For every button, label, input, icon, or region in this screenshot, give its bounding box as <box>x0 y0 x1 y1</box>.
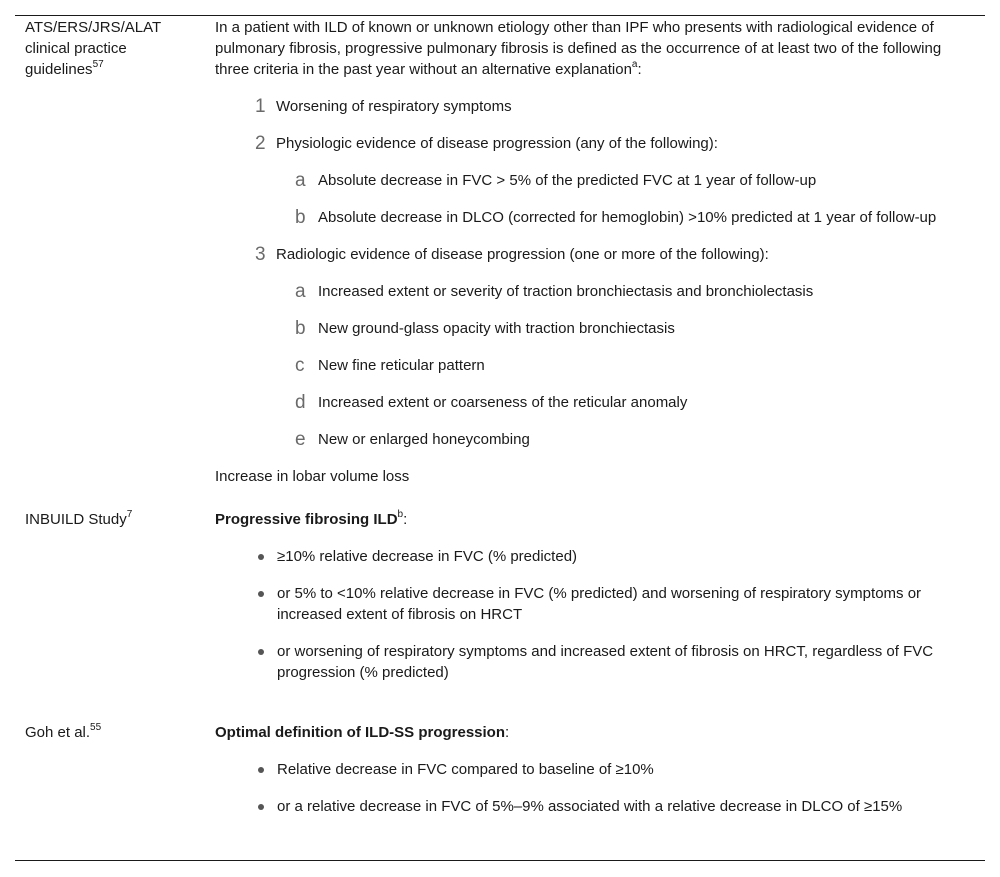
sub-criterion-letter: d <box>295 392 306 413</box>
bullet-text: Relative decrease in FVC compared to baseline of ≥10% <box>277 761 654 778</box>
criterion-text: Worsening of respiratory symptoms <box>276 98 512 115</box>
sub-criterion-item <box>215 429 960 450</box>
criterion-text: Radiologic evidence of disease progression (one or more of the following): <box>276 246 769 263</box>
definition-cell-ats <box>215 17 960 487</box>
sub-criterion-text: New ground-glass opacity with traction bronchiectasis <box>318 320 675 337</box>
sub-criterion-text: New fine reticular pattern <box>318 357 485 374</box>
sub-criterion-item <box>215 207 960 228</box>
source-text: Goh et al. <box>25 724 91 741</box>
bullet-dot-icon <box>258 804 264 810</box>
sub-criterion-letter: a <box>295 170 306 191</box>
definition-cell-inbuild <box>215 509 960 683</box>
sub-criterion-text: New or enlarged honeycombing <box>318 431 530 448</box>
sub-criterion-text: Increased extent or coarseness of the reticular anomaly <box>318 394 688 411</box>
sub-criterion-item <box>215 355 960 376</box>
source-cell-inbuild <box>25 509 195 530</box>
intro-colon: : <box>637 61 642 78</box>
intro-text: In a patient with ILD of known or unknown etiology other than IPF who presents with radiological evidence of pulmonary fibrosis, progressive pulmonary fibrosis is defined as the occurrence of at least two of the following three criteria in the past year without an alternative explanation <box>215 19 942 78</box>
source-text: ATS/ERS/JRS/ALAT clinical practice guidelines <box>25 19 161 78</box>
bullet-dot-icon <box>258 767 264 773</box>
criterion-item <box>215 244 960 265</box>
criterion-item <box>215 96 960 117</box>
source-cell-goh <box>25 722 195 743</box>
sub-criterion-letter: b <box>295 318 306 339</box>
bullet-text: ≥10% relative decrease in FVC (% predicted) <box>277 548 578 565</box>
bullet-item <box>215 796 960 817</box>
bullet-item <box>215 641 960 683</box>
sub-criterion-letter: b <box>295 207 306 228</box>
sub-criterion-item <box>215 392 960 413</box>
definition-cell-goh <box>215 722 960 817</box>
footnote-marker: b <box>397 509 404 520</box>
bullet-dot-icon <box>258 591 264 597</box>
criterion-number: 1 <box>255 96 266 117</box>
heading-colon: : <box>403 511 408 528</box>
sub-criterion-item <box>215 281 960 302</box>
bullet-text: or 5% to <10% relative decrease in FVC (% predicted) and worsening of respiratory symptoms or increased extent of fibrosis on HRCT <box>277 585 922 623</box>
sub-criterion-text: Increased extent or severity of traction bronchiectasis and bronchiolectasis <box>318 283 814 300</box>
bullet-item <box>215 583 960 625</box>
table-bottom-rule <box>15 860 985 861</box>
criterion-number: 2 <box>255 133 266 154</box>
source-text: INBUILD Study <box>25 511 127 528</box>
bullet-dot-icon <box>258 554 264 560</box>
sub-criterion-text: Absolute decrease in FVC > 5% of the predicted FVC at 1 year of follow-up <box>318 172 817 189</box>
trailing-criterion: Increase in lobar volume loss <box>215 468 410 485</box>
heading-text: Optimal definition of ILD-SS progression <box>215 724 506 741</box>
criterion-item <box>215 133 960 154</box>
heading-text: Progressive fibrosing ILD <box>215 511 398 528</box>
sub-criterion-letter: c <box>295 355 305 376</box>
sub-criterion-item <box>215 318 960 339</box>
bullet-dot-icon <box>258 649 264 655</box>
sub-criterion-item <box>215 170 960 191</box>
intro-paragraph <box>215 17 960 80</box>
source-reference: 57 <box>92 59 104 70</box>
source-reference: 55 <box>90 722 102 733</box>
sub-criterion-text: Absolute decrease in DLCO (corrected for hemoglobin) >10% predicted at 1 year of follow-up <box>318 209 937 226</box>
definition-heading <box>215 509 960 530</box>
heading-colon: : <box>505 724 510 741</box>
bullet-item <box>215 546 960 567</box>
definition-heading <box>215 722 960 743</box>
criterion-number: 3 <box>255 244 266 265</box>
bullet-text: or worsening of respiratory symptoms and increased extent of fibrosis on HRCT, regardless of FVC progression (% predicted) <box>277 643 934 681</box>
bullet-text: or a relative decrease in FVC of 5%–9% associated with a relative decrease in DLCO of ≥15% <box>277 798 903 815</box>
bullet-item <box>215 759 960 780</box>
source-cell-ats <box>25 17 195 80</box>
criterion-text: Physiologic evidence of disease progression (any of the following): <box>276 135 718 152</box>
sub-criterion-letter: e <box>295 429 306 450</box>
table-top-rule <box>15 15 985 16</box>
sub-criterion-letter: a <box>295 281 306 302</box>
source-reference: 7 <box>126 509 133 520</box>
footnote-marker: a <box>631 59 638 70</box>
